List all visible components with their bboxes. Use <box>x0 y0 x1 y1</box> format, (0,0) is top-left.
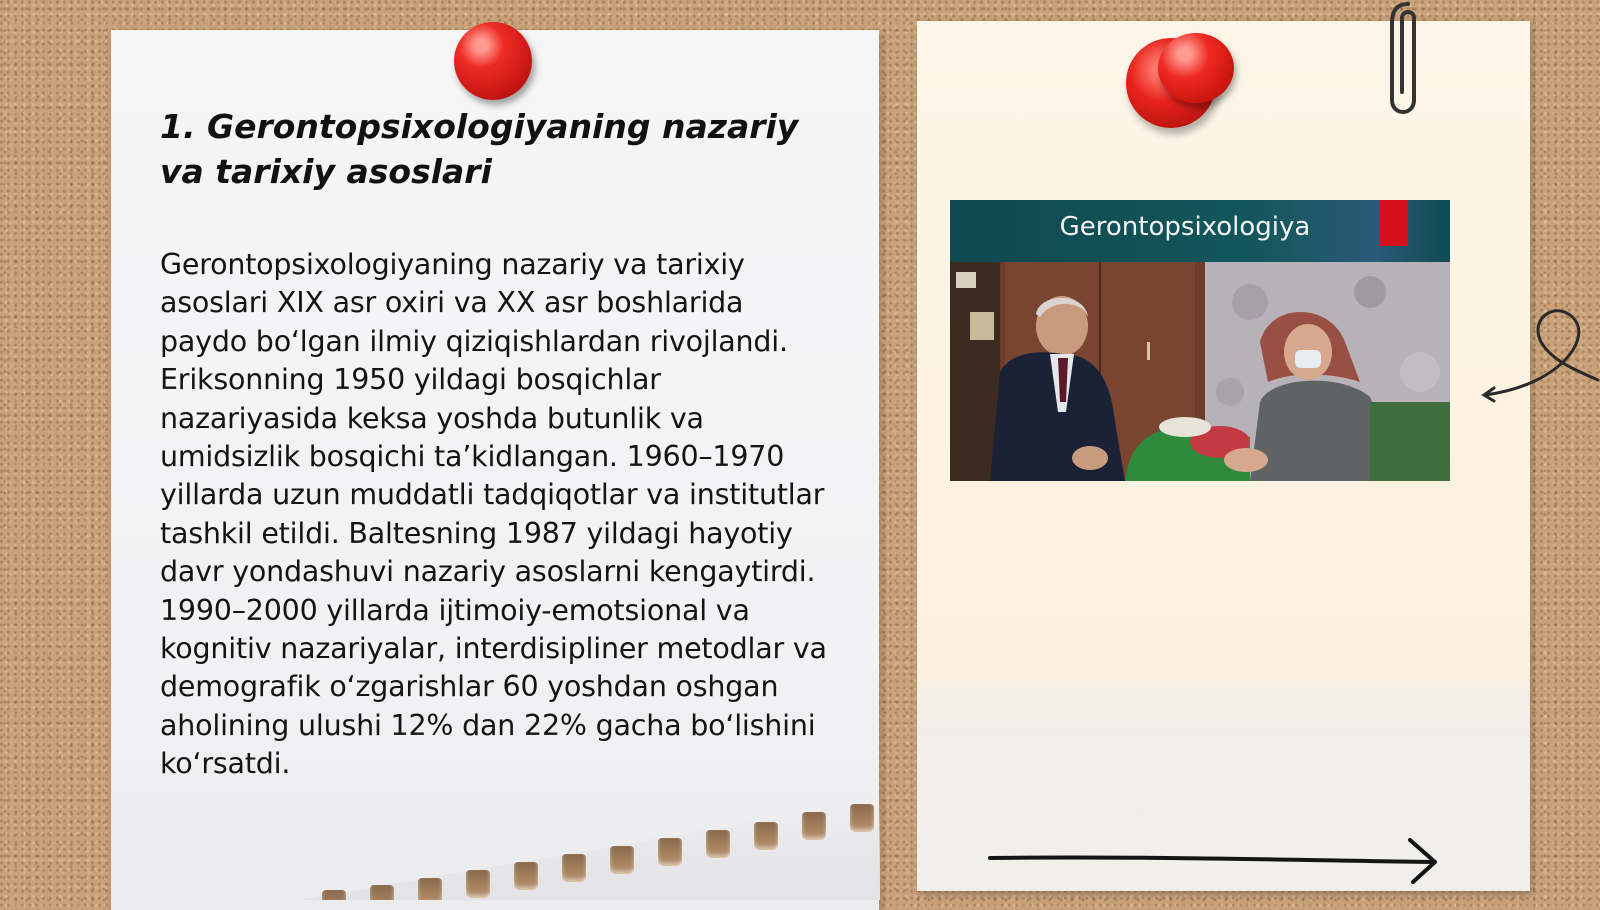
torn-perforation <box>300 800 880 900</box>
body-paragraph: Gerontopsixologiyaning nazariy va tarixiy asoslari XIX asr oxiri va XX asr boshlarida paydo boʻlgan ilmiy qiziqishlardan rivojlandi. Eriksonning 1950 yildagi bosqichlar nazariyasida keksa yoshda butunlik va umidsizlik bosqichi taʼkidlangan. 1960–1970 yillarda uzun muddatli tadqiqotlar va institutlar tashkil etildi. Baltesning 1987 yildagi hayotiy davr yondashuvi nazariy asoslarni kengaytirdi. 1990–2000 yillarda ijtimoiy-emotsional va kognitiv nazariyalar, interdisipliner metodlar va demografik oʻzgarishlar 60 yoshdan oshgan aholining ulushi 12% dan 22% gacha boʻlishini koʻrsatdi. <box>160 248 827 781</box>
meeting-photo <box>950 262 1450 481</box>
push-pin-icon <box>1158 33 1234 103</box>
arrow-right-icon <box>985 834 1450 884</box>
push-pin-icon <box>454 22 532 100</box>
loop-arrow-icon <box>1480 300 1600 410</box>
photo-card <box>950 200 1450 481</box>
slide-title: 1. Gerontopsixologiyaning nazariy va tarixiy asoslari <box>160 107 799 191</box>
photo-caption: Gerontopsixologiya <box>1059 212 1311 242</box>
paper-clip-icon <box>1378 0 1428 125</box>
photo-banner <box>950 200 1450 262</box>
